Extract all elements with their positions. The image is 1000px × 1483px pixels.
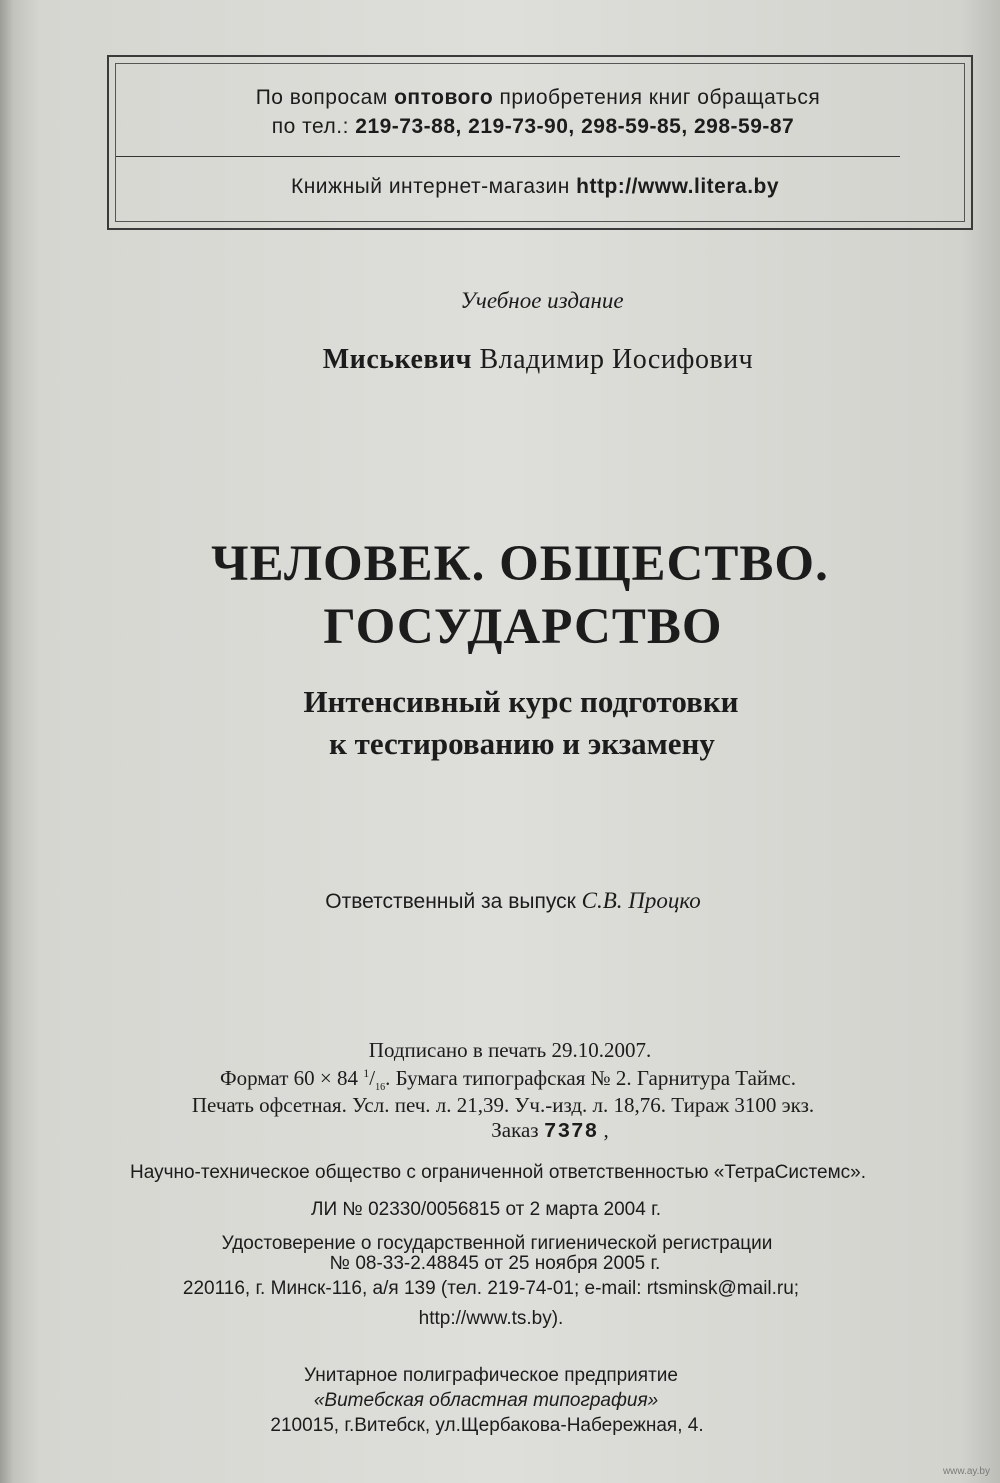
responsible-name: С.В. Процко (581, 888, 701, 913)
subtitle-line-1: Интенсивный курс подготовки (303, 684, 739, 719)
publisher-line-2: ЛИ № 02330/0056815 от 2 марта 2004 г. (311, 1199, 661, 1220)
signed-date: Подписано в печать 29.10.2007. (368, 1038, 652, 1062)
wholesale-line-2 (272, 115, 795, 139)
order-number: 7378 (543, 1121, 599, 1144)
author-given-names: Владимир Иосифович (479, 344, 754, 375)
phone-label: по тел.: (271, 115, 356, 138)
publisher-line-4: № 08-33-2.48845 от 25 ноября 2005 г. (329, 1253, 661, 1274)
webshop-line (291, 175, 779, 199)
site-watermark: www.ay.by (942, 1466, 990, 1477)
box-divider (116, 156, 900, 157)
wholesale-bold: оптового (394, 86, 494, 109)
title-line-1: ЧЕЛОВЕК. ОБЩЕСТВО. (211, 536, 829, 592)
phone-numbers: 219-73-88, 219-73-90, 298-59-85, 298-59-87 (355, 115, 795, 138)
publisher-line-3: Удостоверение о государственной гигиенической регистрации (221, 1233, 773, 1254)
format-post: . Бумага типографская № 2. Гарнитура Таймс. (385, 1066, 796, 1090)
webshop-label: Книжный интернет-магазин (290, 175, 577, 198)
webshop-url: http://www.litera.by (576, 175, 780, 198)
printer-line-1: Унитарное полиграфическое предприятие (304, 1365, 678, 1386)
page-edge (0, 0, 14, 1483)
subtitle-line-2: к тестированию и экзамену (329, 726, 715, 761)
printer-line-2: «Витебская областная типография» (313, 1390, 659, 1411)
responsible-label: Ответственный за выпуск (325, 890, 576, 913)
format-line: Формат 60 × 84 $^1/_{16}$. Бумага типографская № 2. Гарнитура Таймс. (220, 1066, 796, 1094)
wholesale-line-1 (256, 86, 821, 110)
publisher-line-5: 220116, г. Минск-116, а/я 139 (тел. 219-74-01; e-mail: rtsminsk@mail.ru; (182, 1278, 800, 1299)
author-surname: Миськевич (322, 344, 472, 375)
print-details: Печать офсетная. Усл. печ. л. 21,39. Уч.-изд. л. 18,76. Тираж 3100 экз. (191, 1093, 815, 1117)
responsible-line (325, 888, 701, 914)
title-line-2: ГОСУДАРСТВО (323, 599, 723, 655)
printer-line-3: 210015, г.Витебск, ул.Щербакова-Набережная, 4. (270, 1415, 704, 1436)
order-line: Заказ 7378 , (491, 1118, 609, 1144)
format-fraction-denominator: 16 (375, 1082, 386, 1094)
format-pre: Формат 60 × 84 (220, 1066, 364, 1090)
publisher-line-6: http://www.ts.by). (418, 1308, 564, 1329)
author (323, 344, 753, 376)
format-fraction-numerator: 1 (363, 1066, 370, 1080)
edition-type: Учебное издание (460, 288, 624, 313)
wholesale-text-post: приобретения книг обращаться (493, 86, 821, 109)
wholesale-info-box (107, 55, 973, 230)
order-label: Заказ (491, 1118, 539, 1142)
wholesale-text-pre: По вопросам (255, 86, 395, 109)
publisher-line-1: Научно-техническое общество с ограниченной ответственностью «ТетраСистемс». (130, 1162, 866, 1183)
